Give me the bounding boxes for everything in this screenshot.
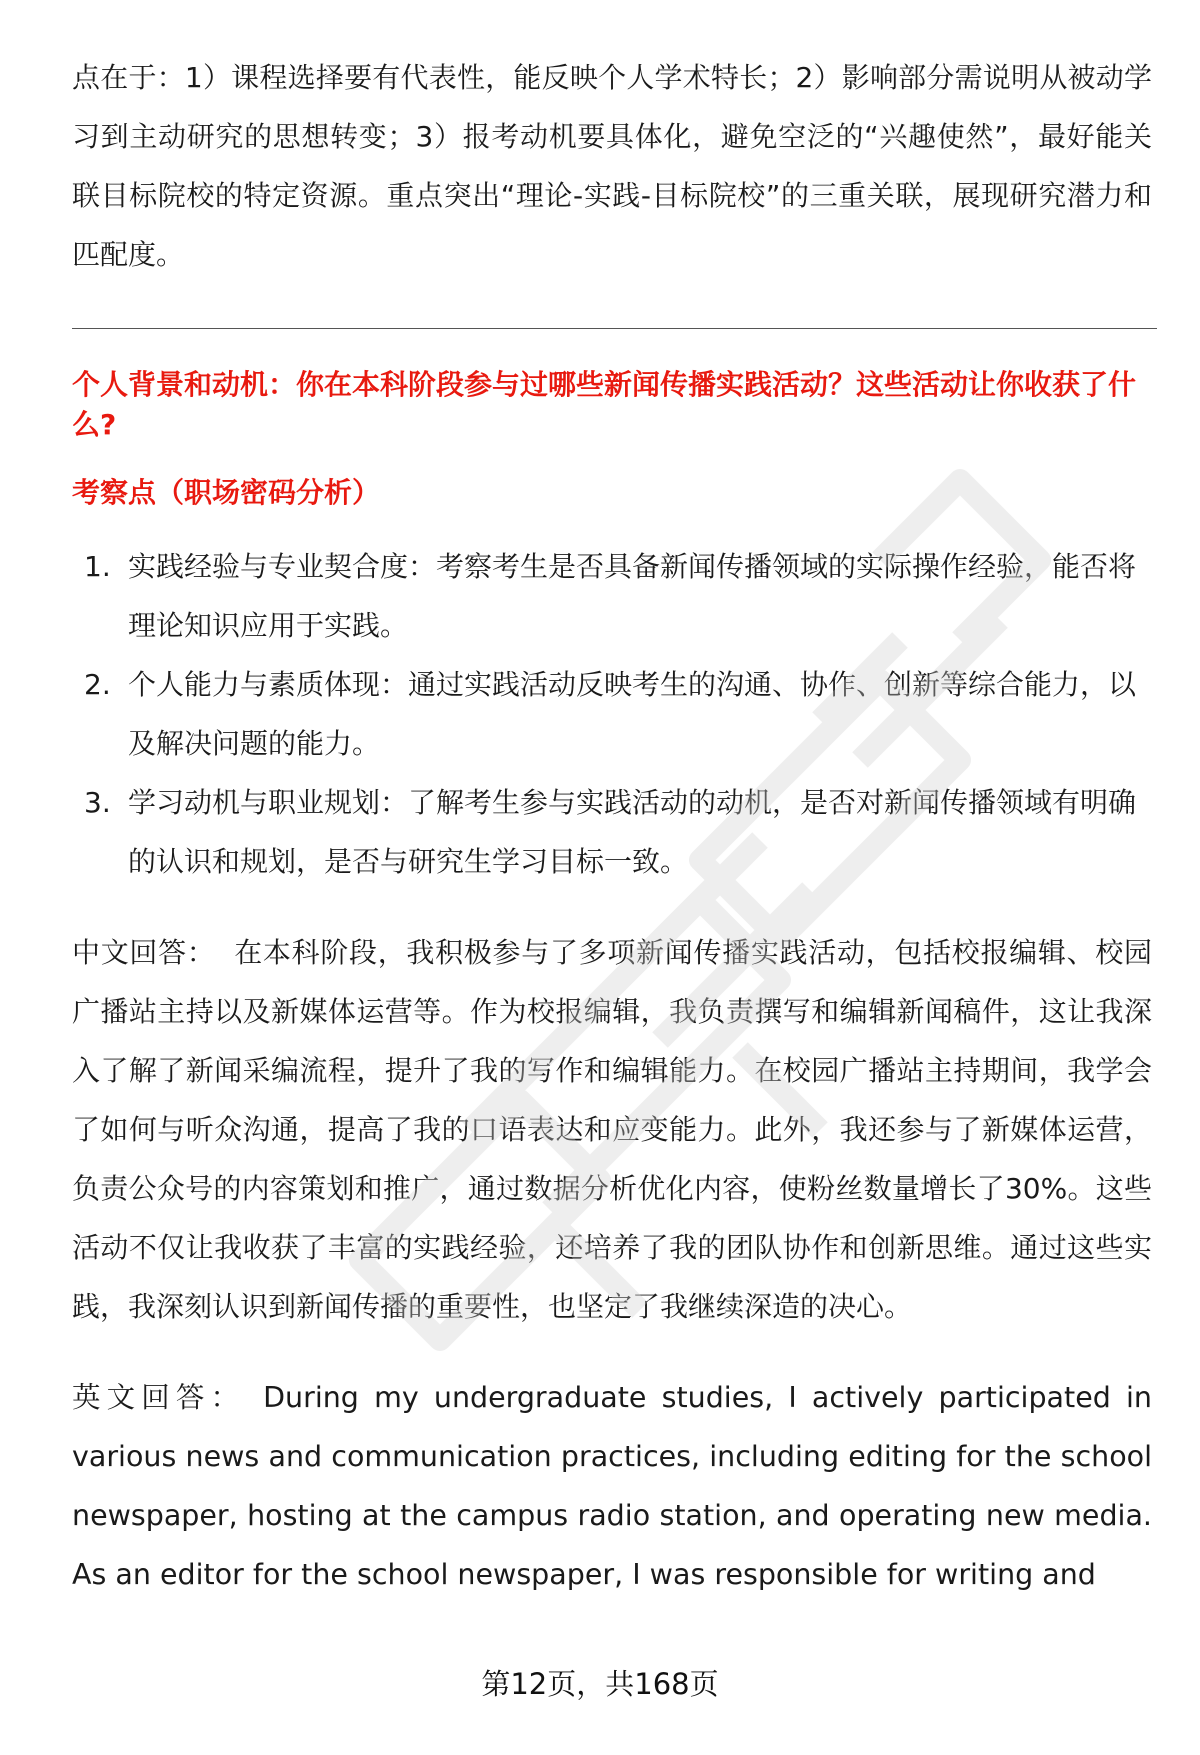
english-answer-label: 英文回答： bbox=[72, 1381, 246, 1414]
list-item-text: 学习动机与职业规划：了解考生参与实践活动的动机，是否对新闻传播领域有明确的认识和规划，是否与研究生学习目标一致。 bbox=[128, 786, 1137, 878]
intro-paragraph: 点在于：1）课程选择要有代表性，能反映个人学术特长；2）影响部分需说明从被动学习到主动研究的思想转变；3）报考动机要具体化，避免空泛的“兴趣使然”，最好能关联目标院校的特定资源。重点突出“理论-实践-目标院校”的三重关联，展现研究潜力和匹配度。 bbox=[72, 61, 1152, 271]
section-divider bbox=[72, 328, 1157, 329]
english-answer-text: During my undergraduate studies, I actively participated in various news and communication practices, including editing for the school newspaper, hosting at the campus radio station, and operating new media. As an editor for the school newspaper, I was responsible for writing and bbox=[72, 1381, 1152, 1591]
chinese-answer bbox=[72, 923, 1152, 1336]
page-footer: 第12页，共168页 bbox=[481, 1667, 719, 1701]
list-item-number: 1. bbox=[84, 550, 111, 583]
list-item-text: 实践经验与专业契合度：考察考生是否具备新闻传播领域的实际操作经验，能否将理论知识应用于实践。 bbox=[128, 550, 1137, 642]
list-item-text: 个人能力与素质体现：通过实践活动反映考生的沟通、协作、创新等综合能力，以及解决问题的能力。 bbox=[128, 668, 1137, 760]
chinese-answer-text: 在本科阶段，我积极参与了多项新闻传播实践活动，包括校报编辑、校园广播站主持以及新媒体运营等。作为校报编辑，我负责撰写和编辑新闻稿件，这让我深入了解了新闻采编流程，提升了我的写作和编辑能力。在校园广播站主持期间，我学会了如何与听众沟通，提高了我的口语表达和应变能力。此外，我还参与了新媒体运营，负责公众号的内容策划和推广，通过数据分析优化内容，使粉丝数量增长了30%。这些活动不仅让我收获了丰富的实践经验，还培养了我的团队协作和创新思维。通过这些实践，我深刻认识到新闻传播的重要性，也坚定了我继续深造的决心。 bbox=[72, 936, 1152, 1323]
list-item-number: 2. bbox=[84, 668, 111, 701]
chinese-answer-label: 中文回答： bbox=[72, 936, 216, 969]
evaluation-points-list bbox=[72, 537, 1152, 891]
document-page bbox=[72, 48, 1152, 1604]
list-item bbox=[72, 655, 1152, 773]
list-item-number: 3. bbox=[84, 786, 111, 819]
list-item bbox=[72, 537, 1152, 655]
evaluation-points-heading: 考察点（职场密码分析） bbox=[72, 476, 381, 509]
question-heading: 个人背景和动机：你在本科阶段参与过哪些新闻传播实践活动？这些活动让你收获了什么? bbox=[72, 368, 1137, 441]
list-item bbox=[72, 773, 1152, 891]
english-answer bbox=[72, 1368, 1152, 1604]
